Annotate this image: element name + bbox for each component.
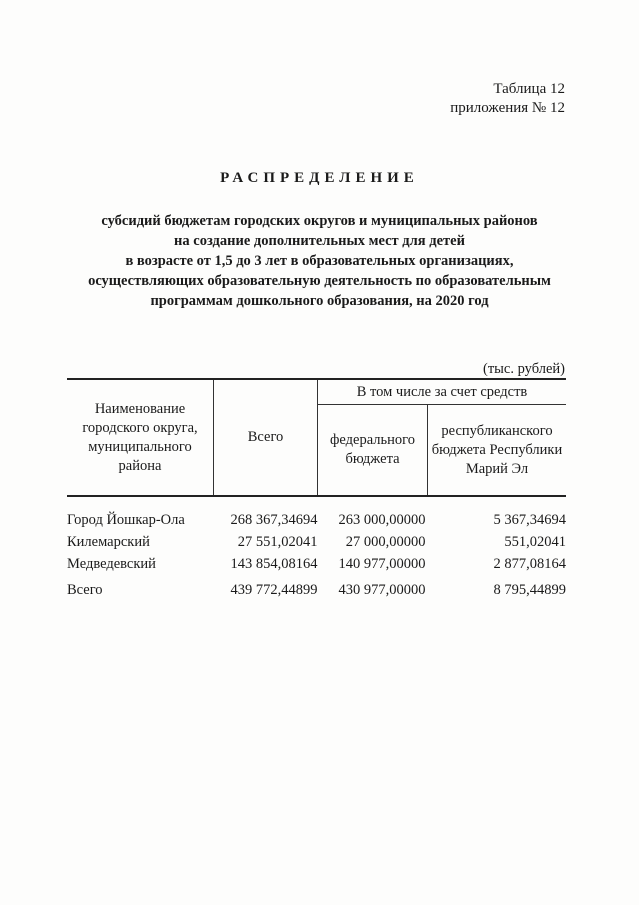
- cell-total: 27 551,02041: [237, 533, 318, 550]
- cell-name: Всего: [67, 581, 103, 598]
- document-subtitle: [40, 211, 599, 311]
- column-header-group: В том числе за счет средств: [318, 379, 567, 405]
- cell-total: 268 367,34694: [230, 511, 318, 528]
- subtitle-line: программам дошкольного образования, на 2020 год: [150, 293, 489, 309]
- table-row: [67, 531, 566, 553]
- units-label: (тыс. рублей): [483, 361, 565, 377]
- subtitle-line: на создание дополнительных мест для детей: [174, 233, 465, 249]
- subsidy-table: [67, 378, 566, 601]
- cell-name: Килемарский: [67, 533, 150, 550]
- subtitle-line: осуществляющих образовательную деятельность по образовательным: [88, 273, 551, 289]
- cell-total: 143 854,08164: [230, 555, 318, 572]
- column-header-total: Всего: [214, 379, 318, 496]
- table-number: Таблица 12: [493, 81, 565, 97]
- cell-federal: 430 977,00000: [338, 581, 426, 598]
- cell-republic: 8 795,44899: [493, 581, 566, 598]
- table-row: [67, 496, 566, 531]
- column-header-federal: федерального бюджета: [318, 405, 428, 497]
- cell-name: Город Йошкар-Ола: [67, 511, 185, 528]
- cell-name: Медведевский: [67, 555, 156, 572]
- column-header-name: Наименование городского округа, муниципального района: [67, 379, 214, 496]
- table-total-row: [67, 575, 566, 601]
- cell-federal: 263 000,00000: [338, 511, 426, 528]
- document-title: РАСПРЕДЕЛЕНИЕ: [220, 170, 419, 186]
- appendix-number: приложения № 12: [450, 100, 565, 116]
- column-header-republic: республиканского бюджета Республики Марий Эл: [428, 405, 567, 497]
- cell-republic: 2 877,08164: [493, 555, 566, 572]
- table-reference: [450, 80, 565, 118]
- cell-federal: 140 977,00000: [338, 555, 426, 572]
- cell-republic: 551,02041: [504, 533, 566, 550]
- table-row: [67, 553, 566, 575]
- cell-republic: 5 367,34694: [493, 511, 566, 528]
- cell-total: 439 772,44899: [230, 581, 318, 598]
- subtitle-line: в возрасте от 1,5 до 3 лет в образовательных организациях,: [125, 253, 514, 269]
- cell-federal: 27 000,00000: [345, 533, 426, 550]
- subtitle-line: субсидий бюджетам городских округов и муниципальных районов: [101, 213, 538, 229]
